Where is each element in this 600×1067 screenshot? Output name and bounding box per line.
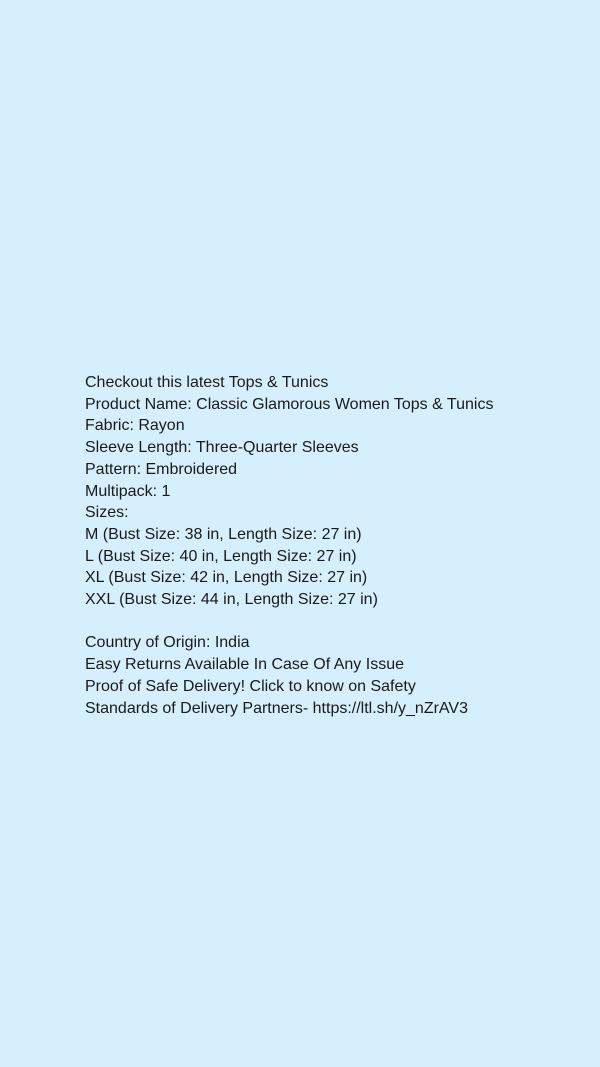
product-name: Product Name: Classic Glamorous Women Tops & Tunics	[85, 395, 494, 413]
size-item: XXL (Bust Size: 44 in, Length Size: 27 in)	[85, 591, 378, 609]
multipack-text: Multipack: 1	[85, 482, 171, 500]
intro-text: Checkout this latest Tops & Tunics	[85, 374, 329, 391]
returns-text: Easy Returns Available In Case Of Any Issue	[85, 656, 404, 674]
product-description	[85, 372, 585, 719]
sleeve-length-text: Sleeve Length: Three-Quarter Sleeves	[85, 439, 359, 457]
size-item: L (Bust Size: 40 in, Length Size: 27 in)	[85, 547, 357, 565]
fabric-text: Fabric: Rayon	[85, 417, 185, 435]
country-of-origin: Country of Origin: India	[85, 634, 250, 652]
delivery-text-line-2[interactable]: Standards of Delivery Partners- https://ltl.sh/y_nZrAV3	[85, 699, 468, 717]
spacer	[85, 611, 585, 633]
size-item: XL (Bust Size: 42 in, Length Size: 27 in)	[85, 569, 368, 587]
sizes-heading: Sizes:	[85, 504, 129, 522]
pattern-text: Pattern: Embroidered	[85, 460, 238, 478]
size-item: M (Bust Size: 38 in, Length Size: 27 in)	[85, 525, 362, 543]
delivery-text-line-1: Proof of Safe Delivery! Click to know on Safety	[85, 677, 416, 695]
